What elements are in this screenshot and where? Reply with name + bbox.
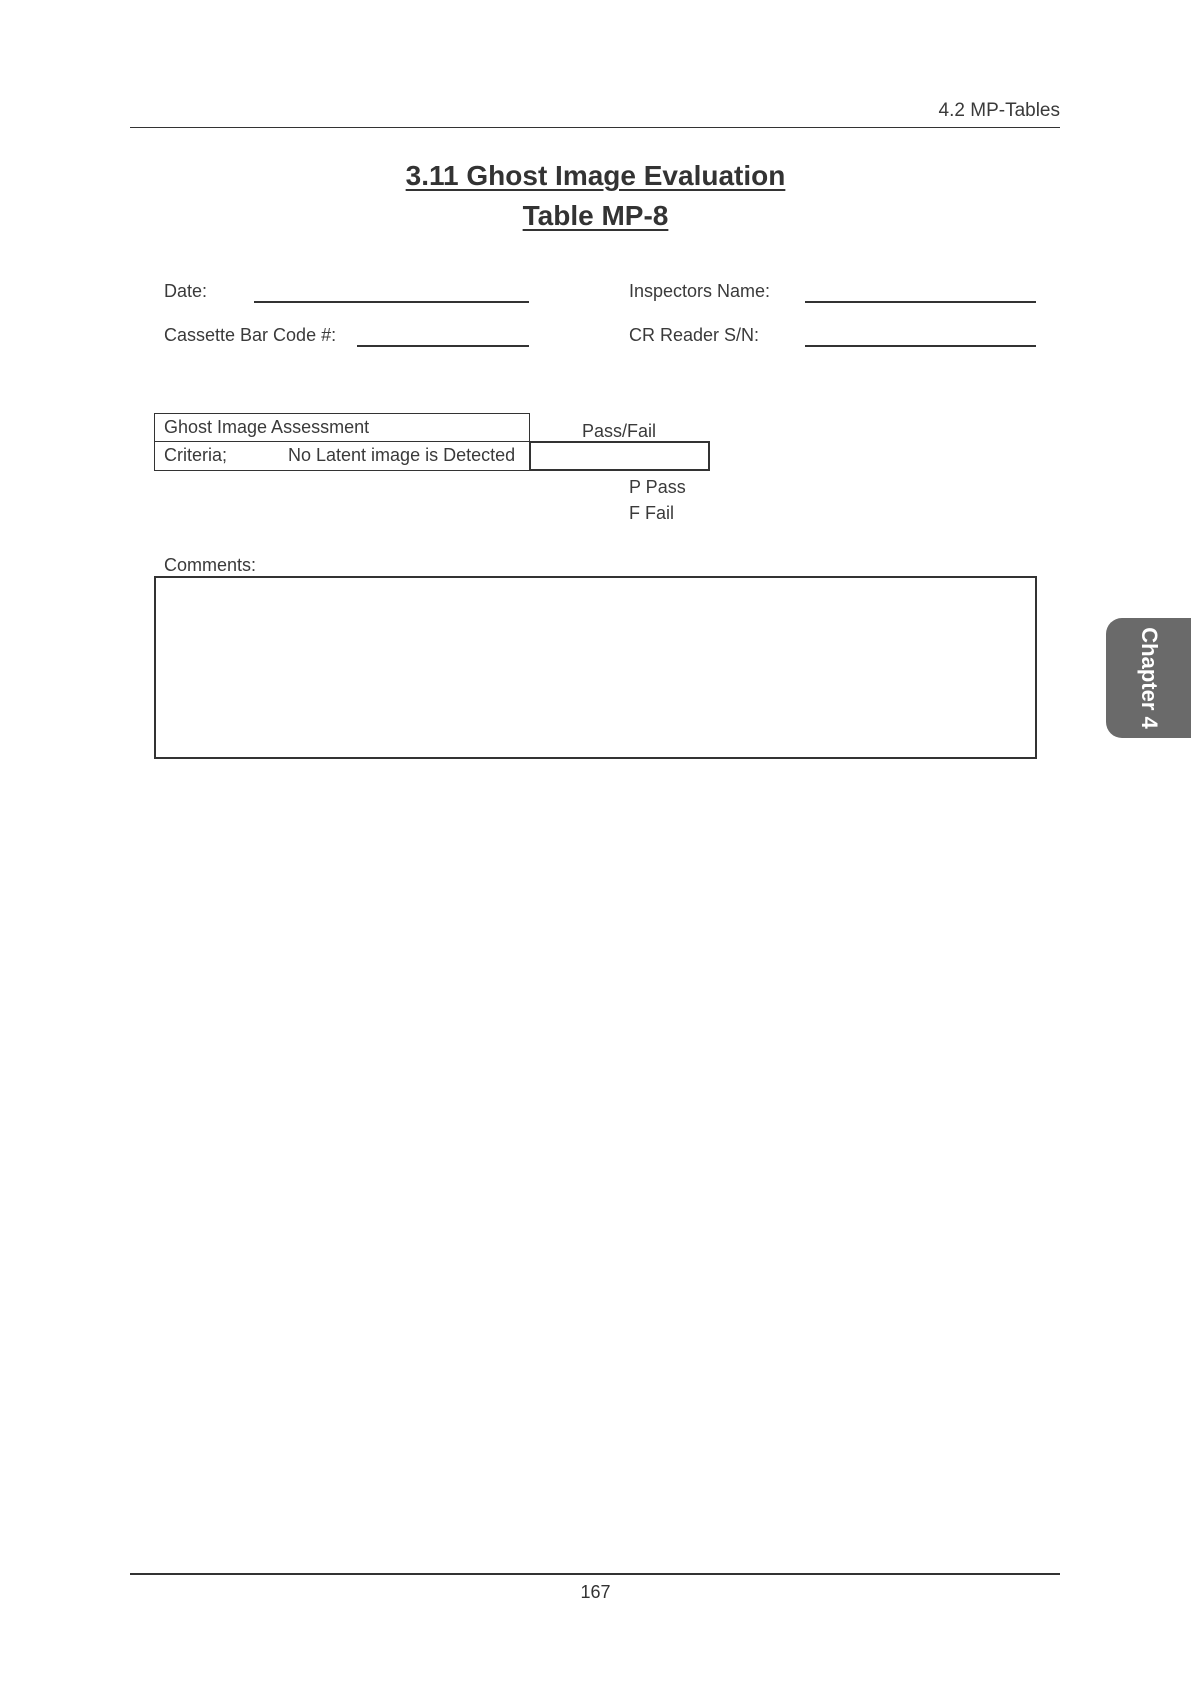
chapter-tab xyxy=(1106,618,1191,738)
table-title xyxy=(0,200,1191,232)
title-line-1: 3.11 Ghost Image Evaluation xyxy=(405,160,786,191)
criteria-value: No Latent image is Detected xyxy=(288,445,516,465)
inspector-name-label: Inspectors Name: xyxy=(629,281,771,301)
assessment-heading: Ghost Image Assessment xyxy=(164,417,370,437)
running-header: 4.2 MP-Tables xyxy=(938,100,1060,121)
cassette-bar-code-field[interactable] xyxy=(357,345,529,347)
cr-reader-sn-label: CR Reader S/N: xyxy=(629,325,760,345)
date-field[interactable] xyxy=(254,301,529,303)
date-label: Date: xyxy=(164,281,208,301)
footer-rule xyxy=(130,1573,1060,1575)
page-number: 167 xyxy=(580,1582,611,1602)
legend-fail: F Fail xyxy=(629,503,674,523)
criteria-label: Criteria; xyxy=(164,445,228,465)
pass-fail-input-box[interactable] xyxy=(529,441,710,471)
legend-pass: P Pass xyxy=(629,477,686,497)
title-line-2: Table MP-8 xyxy=(522,200,669,231)
comments-box[interactable] xyxy=(154,576,1037,759)
criteria-row xyxy=(154,441,530,471)
pass-fail-label: Pass/Fail xyxy=(582,421,657,441)
inspector-name-field[interactable] xyxy=(805,301,1036,303)
cr-reader-sn-field[interactable] xyxy=(805,345,1036,347)
comments-label: Comments: xyxy=(164,555,257,575)
page-title xyxy=(0,160,1191,192)
chapter-tab-label: Chapter 4 xyxy=(1136,627,1162,729)
cassette-bar-code-label: Cassette Bar Code #: xyxy=(164,325,337,345)
assessment-heading-cell xyxy=(154,413,530,442)
header-rule xyxy=(130,127,1060,128)
